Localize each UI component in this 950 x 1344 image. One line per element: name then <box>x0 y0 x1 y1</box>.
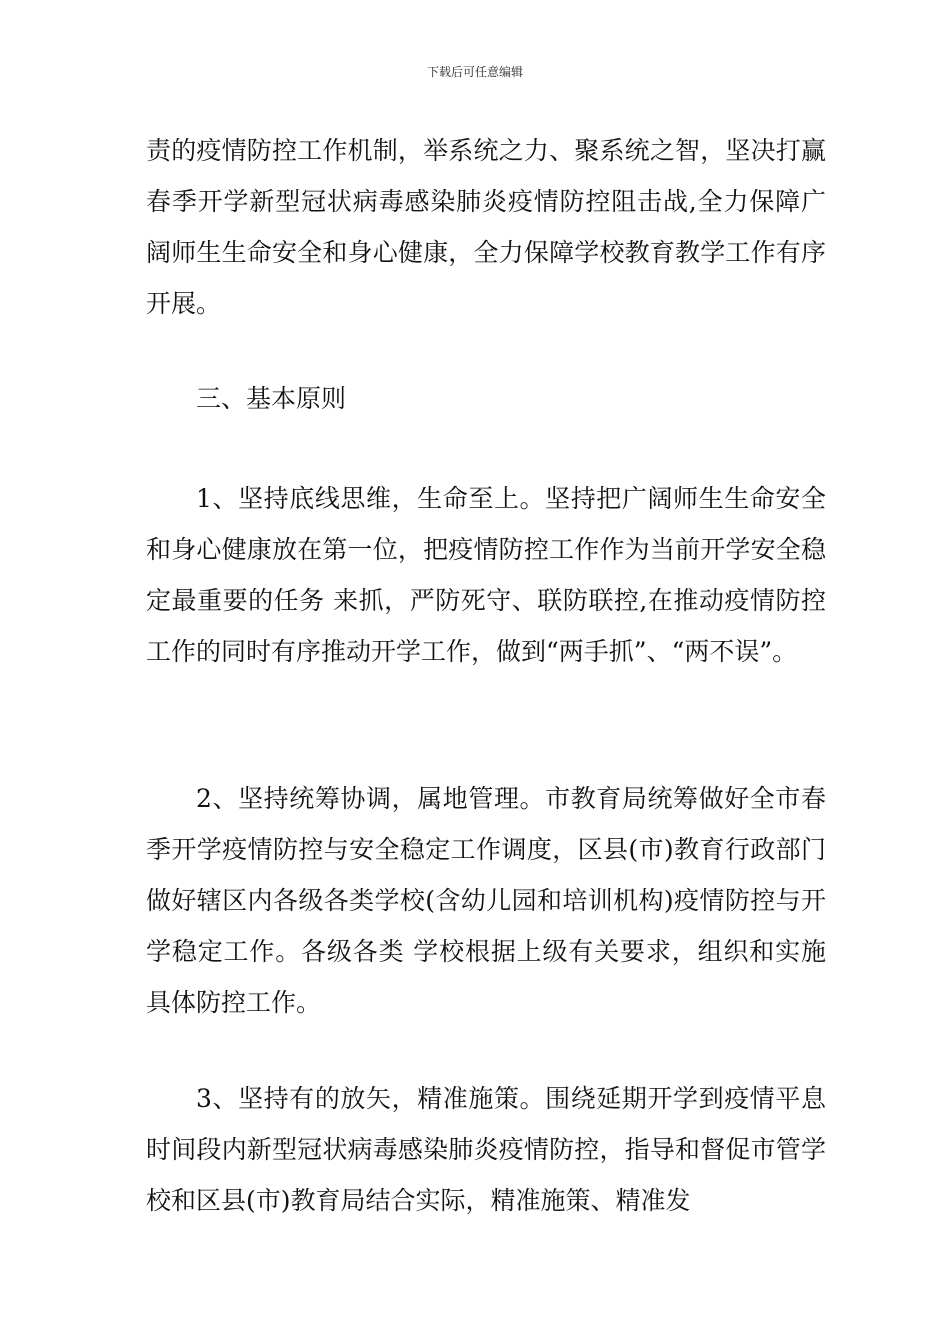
principle-3-paragraph: 3、坚持有的放矢，精准施策。围绕延期开学到疫情平息时间段内新型冠状病毒感染肺炎疫情防控，指导和督促市管学校和区县(市)教育局结合实际，精准施策、精准发 <box>146 1084 826 1215</box>
body-paragraph-continuation: 责的疫情防控工作机制，举系统之力、聚系统之智，坚决打赢春季开学新型冠状病毒感染肺炎疫情防控阻击战,全力保障广阔师生生命安全和身心健康，全力保障学校教育教学工作有序开展。 <box>146 136 826 318</box>
page-header: 下载后可任意编辑 <box>426 65 523 79</box>
section-heading-principles: 三、基本原则 <box>196 384 347 413</box>
principle-1-paragraph: 1、坚持底线思维，生命至上。坚持把广阔师生生命安全和身心健康放在第一位，把疫情防控工作作为当前开学安全稳定最重要的任务 来抓，严防死守、联防联控,在推动疫情防控工作的同时有序推动开学工作，做到“两手抓”、“两不误”。 <box>146 484 826 666</box>
principle-2-paragraph: 2、坚持统筹协调，属地管理。市教育局统筹做好全市春季开学疫情防控与安全稳定工作调度，区县(市)教育行政部门做好辖区内各级各类学校(含幼儿园和培训机构)疫情防控与开学稳定工作。各级各类 学校根据上级有关要求，组织和实施具体防控工作。 <box>146 784 826 1017</box>
